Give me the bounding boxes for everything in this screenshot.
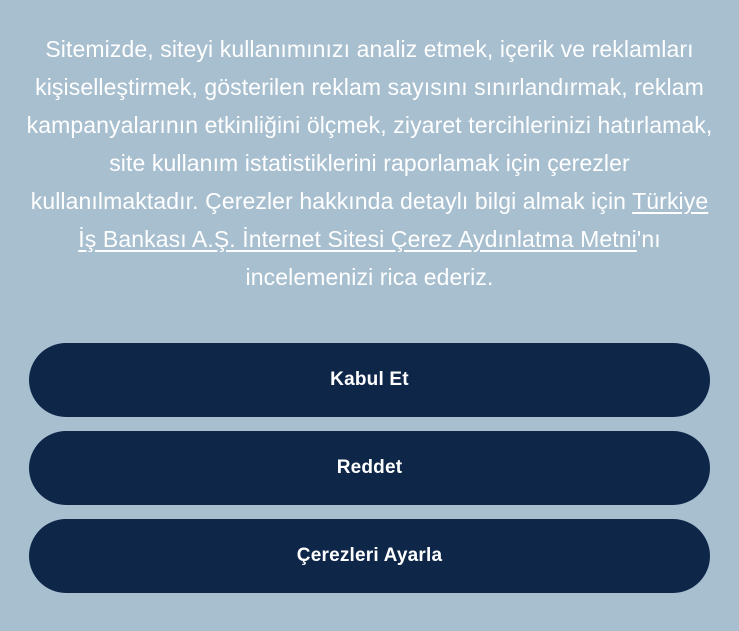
cookie-settings-button[interactable]: Çerezleri Ayarla xyxy=(29,519,710,593)
cookie-consent-text xyxy=(24,30,715,296)
cookie-consent-text-outro: 'nı incelemenizi rica ederiz. xyxy=(245,226,661,290)
accept-cookies-button[interactable]: Kabul Et xyxy=(29,343,710,417)
cookie-consent-text-intro: Sitemizde, siteyi kullanımınızı analiz etmek, içerik ve reklamları kişiselleştirmek, gösterilen reklam sayısını sınırlandırmak, reklam kampanyalarının etkinliğini ölçmek, ziyaret tercihlerinizi hatırlamak, site kullanım istatistiklerini raporlamak için çerezler kullanılmaktadır. Çerezler hakkında detaylı bilgi almak için xyxy=(26,36,713,214)
reject-cookies-button[interactable]: Reddet xyxy=(29,431,710,505)
cookie-policy-link[interactable]: Türkiye İş Bankası A.Ş. İnternet Sitesi Çerez Aydınlatma Metni xyxy=(78,188,709,252)
cookie-button-group xyxy=(24,343,715,607)
